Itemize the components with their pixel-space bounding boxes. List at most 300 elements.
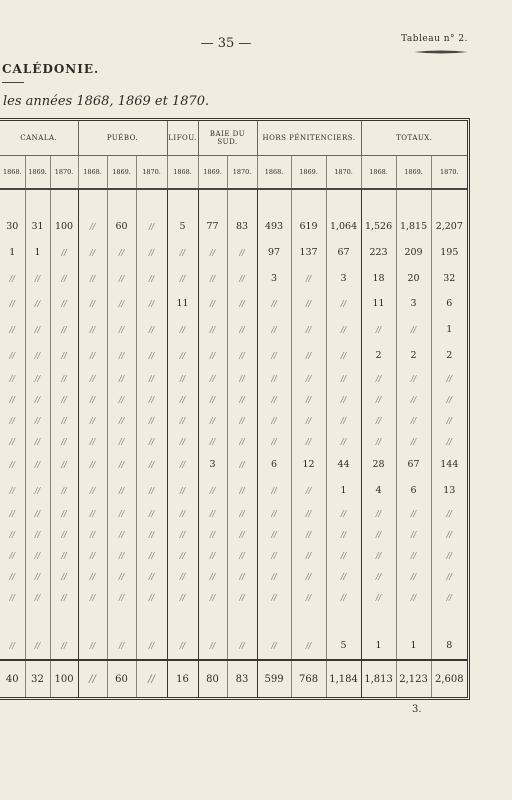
table-cell: //: [198, 291, 227, 317]
table-row: [0, 342, 467, 368]
table-cell: //: [361, 503, 396, 524]
table-cell: //: [396, 389, 431, 410]
table-cell: //: [78, 566, 107, 587]
table-cell: //: [78, 503, 107, 524]
table-cell: //: [78, 265, 107, 291]
year-header: 1870.: [136, 156, 167, 190]
table-cell: //: [9, 350, 15, 360]
table-cell: //: [136, 342, 167, 368]
table-cell: //: [431, 503, 467, 524]
year-header: 1868.: [0, 156, 25, 190]
page-number: — 35 —: [200, 36, 252, 51]
table-cell: //: [361, 410, 396, 431]
table-cell: //: [25, 342, 50, 368]
table-cell: //: [227, 317, 257, 343]
table-cell: 1: [361, 632, 396, 660]
table-cell: 3: [326, 265, 361, 291]
table-cell: 209: [396, 240, 431, 266]
table-cell: //: [107, 240, 136, 266]
table-cell: //: [198, 503, 227, 524]
table-cell: 493: [257, 214, 291, 240]
table-cell: //: [25, 587, 50, 608]
table-cell: //: [396, 503, 431, 524]
table-cell: //: [167, 587, 198, 608]
table-row: [0, 503, 467, 524]
table-cell: 1: [9, 246, 16, 258]
table-cell: //: [25, 566, 50, 587]
table-cell: //: [291, 342, 326, 368]
table-cell: 2,608: [431, 660, 467, 697]
table-cell: //: [107, 524, 136, 545]
table-cell: //: [25, 545, 50, 566]
table-cell: //: [257, 368, 291, 389]
table-row: [0, 632, 467, 660]
table-cell: //: [9, 485, 15, 495]
year-header: 1869.: [291, 156, 326, 190]
table-row: [0, 431, 467, 452]
year-header: 1868.: [78, 156, 107, 190]
table-cell: //: [136, 265, 167, 291]
table-cell: //: [9, 571, 15, 581]
group-puebo: PUÉBO.: [78, 121, 167, 156]
spacer-row: [0, 189, 467, 214]
table-cell: //: [431, 410, 467, 431]
table-cell: //: [25, 503, 50, 524]
table-cell: //: [291, 265, 326, 291]
table-cell: //: [78, 524, 107, 545]
year-header: 1870.: [50, 156, 78, 190]
table-cell: //: [78, 477, 107, 503]
table-cell: 31: [25, 214, 50, 240]
table-cell: //: [291, 368, 326, 389]
table-cell: //: [78, 632, 107, 660]
table-cell: //: [50, 477, 78, 503]
table-cell: 768: [291, 660, 326, 697]
table-cell: //: [326, 503, 361, 524]
table-cell: 2,207: [431, 214, 467, 240]
table-cell: //: [227, 587, 257, 608]
table-cell: //: [136, 503, 167, 524]
table-cell: //: [167, 317, 198, 343]
flourish-ornament: [414, 49, 468, 55]
table-cell: //: [107, 545, 136, 566]
table-cell: 1: [396, 632, 431, 660]
table-cell: //: [326, 431, 361, 452]
table-cell: //: [257, 317, 291, 343]
table-cell: 30: [6, 221, 19, 233]
table-cell: //: [136, 477, 167, 503]
table-cell: //: [326, 389, 361, 410]
table-cell: 8: [431, 632, 467, 660]
table-cell: //: [326, 410, 361, 431]
table-cell: 6: [257, 452, 291, 478]
table-cell: //: [136, 410, 167, 431]
table-cell: //: [431, 545, 467, 566]
table-cell: //: [136, 452, 167, 478]
table-cell: //: [227, 410, 257, 431]
table-cell: 195: [431, 240, 467, 266]
table-cell: //: [50, 291, 78, 317]
table-cell: 1: [326, 477, 361, 503]
table-cell: //: [78, 660, 107, 697]
table-cell: //: [227, 342, 257, 368]
table-cell: //: [25, 632, 50, 660]
table-cell: 28: [361, 452, 396, 478]
table-cell: //: [50, 452, 78, 478]
year-header: 1869.: [25, 156, 50, 190]
table-cell: //: [78, 342, 107, 368]
table-cell: 1,815: [396, 214, 431, 240]
table-cell: //: [136, 291, 167, 317]
table-cell: //: [257, 342, 291, 368]
table-cell: //: [78, 368, 107, 389]
table-cell: //: [9, 299, 15, 309]
table-cell: //: [167, 342, 198, 368]
table-cell: 12: [291, 452, 326, 478]
year-header: 1869.: [198, 156, 227, 190]
table-cell: //: [326, 368, 361, 389]
table-cell: //: [198, 317, 227, 343]
table-cell: //: [167, 632, 198, 660]
table-row: [0, 587, 467, 608]
table-cell: 2: [396, 342, 431, 368]
table-cell: //: [107, 632, 136, 660]
table-cell: //: [167, 389, 198, 410]
table-cell: //: [361, 317, 396, 343]
table-cell: //: [198, 566, 227, 587]
table-cell: //: [227, 545, 257, 566]
table-cell: //: [431, 587, 467, 608]
table-cell: 144: [431, 452, 467, 478]
table-cell: //: [227, 524, 257, 545]
table-row: [0, 240, 467, 266]
table-cell: 100: [50, 214, 78, 240]
table-cell: //: [227, 368, 257, 389]
table-cell: 44: [326, 452, 361, 478]
table-cell: //: [396, 431, 431, 452]
table-cell: //: [396, 587, 431, 608]
table-cell: 599: [257, 660, 291, 697]
table-cell: //: [9, 373, 15, 383]
table-cell: 5: [167, 214, 198, 240]
table-cell: //: [107, 265, 136, 291]
table-cell: //: [326, 524, 361, 545]
table-cell: 97: [257, 240, 291, 266]
table-cell: //: [198, 587, 227, 608]
table-cell: //: [50, 410, 78, 431]
spacer-row: [0, 608, 467, 632]
table-cell: //: [326, 545, 361, 566]
table-cell: //: [167, 545, 198, 566]
table-cell: 32: [25, 660, 50, 697]
table-row: [0, 660, 467, 697]
table-cell: 2: [431, 342, 467, 368]
table-cell: //: [227, 240, 257, 266]
table-cell: //: [107, 566, 136, 587]
table-cell: //: [9, 415, 15, 425]
table-cell: 6: [431, 291, 467, 317]
table-cell: //: [431, 368, 467, 389]
year-header: 1870.: [227, 156, 257, 190]
table-cell: 13: [431, 477, 467, 503]
table-cell: //: [431, 524, 467, 545]
table-cell: //: [198, 240, 227, 266]
table-cell: //: [25, 410, 50, 431]
tableau-label: Tableau n° 2.: [401, 34, 468, 44]
table-cell: //: [136, 431, 167, 452]
table-cell: //: [78, 431, 107, 452]
table-cell: //: [257, 524, 291, 545]
table-cell: //: [136, 317, 167, 343]
table-cell: //: [257, 566, 291, 587]
table-cell: //: [9, 592, 15, 602]
table-cell: 40: [0, 660, 25, 697]
table-cell: //: [50, 389, 78, 410]
table-cell: 60: [107, 660, 136, 697]
table-cell: 1,813: [361, 660, 396, 697]
table-cell: //: [198, 389, 227, 410]
table-cell: //: [227, 431, 257, 452]
table-cell: //: [9, 550, 15, 560]
table-cell: //: [326, 342, 361, 368]
year-header: 1868.: [361, 156, 396, 190]
table-cell: 4: [361, 477, 396, 503]
table-cell: //: [25, 317, 50, 343]
table-cell: //: [227, 291, 257, 317]
table-cell: //: [291, 389, 326, 410]
table-cell: 80: [198, 660, 227, 697]
table-cell: //: [78, 214, 107, 240]
table-cell: //: [136, 240, 167, 266]
table-cell: //: [326, 291, 361, 317]
table-cell: //: [9, 324, 15, 334]
table-cell: 100: [50, 660, 78, 697]
table-cell: //: [136, 389, 167, 410]
table-cell: //: [227, 503, 257, 524]
table-cell: //: [107, 452, 136, 478]
table-cell: //: [78, 452, 107, 478]
table-cell: //: [326, 566, 361, 587]
table-cell: //: [50, 368, 78, 389]
table-subtitle: les années 1868, 1869 et 1870.: [3, 94, 210, 109]
table-cell: 3: [257, 265, 291, 291]
footer-mark: 3.: [412, 704, 422, 715]
table-cell: //: [25, 265, 50, 291]
table-cell: //: [257, 389, 291, 410]
table-cell: 11: [167, 291, 198, 317]
table-cell: //: [167, 410, 198, 431]
group-canala: CANALA.: [0, 121, 78, 156]
table-cell: 3: [396, 291, 431, 317]
table-cell: //: [198, 342, 227, 368]
table-cell: //: [50, 431, 78, 452]
table-cell: 67: [326, 240, 361, 266]
table-cell: //: [396, 317, 431, 343]
table-cell: 11: [361, 291, 396, 317]
table-cell: //: [361, 389, 396, 410]
table-cell: //: [257, 545, 291, 566]
table-cell: //: [198, 431, 227, 452]
table-cell: //: [198, 265, 227, 291]
table-cell: //: [227, 632, 257, 660]
table-cell: 16: [167, 660, 198, 697]
table-cell: //: [167, 524, 198, 545]
table-cell: //: [50, 545, 78, 566]
table-cell: //: [9, 436, 15, 446]
table-cell: //: [107, 368, 136, 389]
table-cell: 1,064: [326, 214, 361, 240]
table-cell: 619: [291, 214, 326, 240]
year-header: 1870.: [326, 156, 361, 190]
table-cell: //: [291, 566, 326, 587]
table-cell: //: [107, 503, 136, 524]
table-cell: 3: [198, 452, 227, 478]
table-cell: //: [396, 566, 431, 587]
table-cell: //: [167, 265, 198, 291]
table-cell: //: [396, 545, 431, 566]
table-cell: //: [25, 524, 50, 545]
table-cell: //: [291, 545, 326, 566]
table-cell: 77: [198, 214, 227, 240]
table-cell: //: [107, 317, 136, 343]
table-cell: //: [9, 640, 15, 650]
table-cell: //: [78, 291, 107, 317]
table-cell: //: [227, 389, 257, 410]
table-cell: //: [198, 368, 227, 389]
table-cell: //: [78, 410, 107, 431]
table-cell: //: [78, 545, 107, 566]
table-cell: //: [78, 587, 107, 608]
table-cell: 67: [396, 452, 431, 478]
table-cell: //: [107, 410, 136, 431]
table-cell: //: [9, 529, 15, 539]
table-cell: 223: [361, 240, 396, 266]
table-cell: //: [107, 587, 136, 608]
table-cell: //: [257, 410, 291, 431]
table-cell: 137: [291, 240, 326, 266]
table-cell: //: [9, 460, 15, 470]
table-cell: //: [198, 545, 227, 566]
statistics-table: [0, 118, 470, 700]
table-cell: //: [291, 410, 326, 431]
table-row: [0, 291, 467, 317]
table-cell: //: [361, 431, 396, 452]
table-cell: //: [198, 477, 227, 503]
table-cell: //: [78, 389, 107, 410]
table-cell: //: [361, 566, 396, 587]
table-cell: //: [291, 587, 326, 608]
table-cell: //: [9, 273, 15, 283]
table-cell: //: [257, 503, 291, 524]
table-cell: //: [291, 291, 326, 317]
table-cell: //: [50, 240, 78, 266]
table-row: [0, 368, 467, 389]
table-cell: //: [167, 431, 198, 452]
table-cell: //: [107, 342, 136, 368]
table-cell: //: [257, 477, 291, 503]
table-cell: //: [50, 566, 78, 587]
table-cell: //: [167, 240, 198, 266]
table-cell: //: [50, 317, 78, 343]
table-cell: //: [227, 477, 257, 503]
table-cell: //: [167, 452, 198, 478]
table-cell: //: [396, 410, 431, 431]
table-row: [0, 265, 467, 291]
table-cell: //: [291, 431, 326, 452]
table-cell: //: [326, 587, 361, 608]
table-cell: //: [431, 566, 467, 587]
heading-rule: [2, 82, 24, 83]
table-cell: //: [167, 368, 198, 389]
table-cell: 20: [396, 265, 431, 291]
table-cell: //: [326, 317, 361, 343]
table-cell: //: [107, 431, 136, 452]
year-header: 1868.: [257, 156, 291, 190]
table-cell: //: [198, 524, 227, 545]
table-cell: //: [361, 368, 396, 389]
table-cell: //: [167, 566, 198, 587]
table-row: [0, 566, 467, 587]
table-row: [0, 524, 467, 545]
table-cell: 83: [227, 214, 257, 240]
group-hors-penitenciers: HORS PÉNITENCIERS.: [257, 121, 361, 156]
table-cell: //: [257, 587, 291, 608]
year-header: 1868.: [167, 156, 198, 190]
table-cell: 83: [227, 660, 257, 697]
year-header: 1869.: [107, 156, 136, 190]
table-cell: //: [291, 632, 326, 660]
table-cell: //: [198, 632, 227, 660]
table-cell: //: [136, 524, 167, 545]
table-cell: //: [167, 503, 198, 524]
table-cell: //: [291, 503, 326, 524]
table-cell: //: [78, 317, 107, 343]
table-cell: //: [257, 632, 291, 660]
table-cell: 1: [25, 240, 50, 266]
table-row: [0, 410, 467, 431]
table-cell: //: [167, 477, 198, 503]
table-cell: //: [257, 431, 291, 452]
table-row: [0, 477, 467, 503]
table-cell: //: [25, 368, 50, 389]
table-cell: //: [25, 389, 50, 410]
table-cell: //: [50, 503, 78, 524]
table-cell: //: [136, 660, 167, 697]
table-cell: 1,526: [361, 214, 396, 240]
table-cell: 2: [361, 342, 396, 368]
table-cell: //: [227, 452, 257, 478]
table-cell: //: [136, 632, 167, 660]
table-cell: //: [50, 265, 78, 291]
table-cell: //: [257, 291, 291, 317]
table-row: [0, 389, 467, 410]
table-cell: 32: [431, 265, 467, 291]
table-cell: //: [50, 524, 78, 545]
table-cell: //: [136, 545, 167, 566]
table-cell: //: [50, 632, 78, 660]
table-cell: //: [25, 431, 50, 452]
table-cell: 2,123: [396, 660, 431, 697]
table-cell: //: [291, 317, 326, 343]
table-cell: //: [50, 587, 78, 608]
table-cell: //: [78, 240, 107, 266]
colony-heading: CALÉDONIE.: [2, 62, 100, 76]
table-cell: //: [25, 291, 50, 317]
table-row: [0, 214, 467, 240]
table-cell: //: [107, 291, 136, 317]
table-cell: //: [107, 389, 136, 410]
table-row: [0, 452, 467, 478]
